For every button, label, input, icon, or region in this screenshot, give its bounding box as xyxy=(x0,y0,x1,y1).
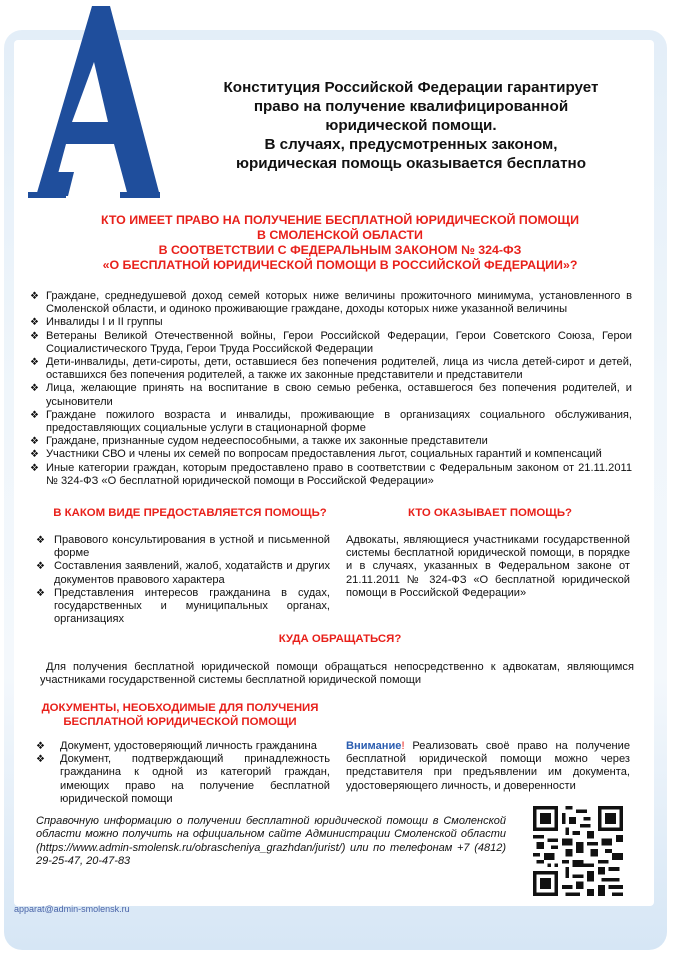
notice-text: Реализовать своё право на получение бесплатной юридической помощи можно через представителя при предъявлении им документа, удостоверяющего личность, и доверенности xyxy=(346,740,630,792)
diamond-bullet-icon: ❖ xyxy=(30,317,39,329)
list-item xyxy=(36,753,330,806)
title-line: ДОКУМЕНТЫ, НЕОБХОДИМЫЕ ДЛЯ ПОЛУЧЕНИЯ xyxy=(41,702,319,714)
diamond-bullet-icon: ❖ xyxy=(30,462,39,474)
list-item-text: Представления интересов гражданина в судах, государственных и муниципальных органах, организациях xyxy=(54,586,330,626)
list-item xyxy=(30,330,632,356)
diamond-bullet-icon: ❖ xyxy=(30,449,39,461)
list-item xyxy=(30,409,632,435)
header-line: юридической помощи. xyxy=(325,117,497,134)
notice-mark: ! xyxy=(401,740,405,752)
reference-info: Справочную информацию о получении бесплатной юридической помощи в Смоленской области можно получить на официальном сайте Администрации Смоленской области (https://www.admin-smolensk.ru/obrascheniya_grazhdan/jurist/) или по телефонам +7 (4812) 29-25-47, 20-47-83 xyxy=(36,815,506,867)
diamond-bullet-icon: ❖ xyxy=(30,383,39,395)
list-item xyxy=(30,356,632,382)
list-item-text: Лица, желающие принять на воспитание в свою семью ребенка, оставшегося без попечения родителей, и усыновители xyxy=(46,382,632,408)
list-item xyxy=(30,316,632,329)
diamond-bullet-icon: ❖ xyxy=(30,409,39,421)
list-item xyxy=(30,435,632,448)
list-item-text: Инвалиды I и II группы xyxy=(46,316,163,329)
list-item-text: Правового консультирования в устной и письменной форме xyxy=(54,534,330,560)
diamond-bullet-icon: ❖ xyxy=(30,291,39,302)
forms-title: В КАКОМ ВИДЕ ПРЕДОСТАВЛЯЕТСЯ ПОМОЩЬ? xyxy=(53,507,327,519)
list-item-text: Граждане пожилого возраста и инвалиды, проживающие в организациях социального обслуживания, предоставляющих социальные услуги в стационарной форме xyxy=(46,408,632,435)
list-item-text: Дети-инвалиды, дети-сироты, дети, оставшиеся без попечения родителей, лица из числа детей-сирот и детей, оставшихся без попечения родителей, а также их законные представители и представители xyxy=(46,356,632,382)
contact-email: apparat@admin-smolensk.ru xyxy=(14,904,130,914)
list-item-text: Иные категории граждан, которым предоставлено право в соответствии с Федеральным законом от 21.11.2011 № 324-ФЗ «О бесплатной юридической помощи в Российской Федерации» xyxy=(46,461,632,487)
list-item-text: Документ, подтверждающий принадлежность гражданина к одной из категорий граждан, имеющих право на получение бесплатной юридической помощи xyxy=(60,753,330,805)
letter-a-logo-icon xyxy=(10,4,160,204)
diamond-bullet-icon: ❖ xyxy=(36,754,45,766)
list-item xyxy=(36,534,330,560)
where-text: Для получения бесплатной юридической помощи обращаться непосредственно к адвокатам, являющимся участниками государственной системы бесплатной юридической помощи xyxy=(40,661,634,687)
constitution-header xyxy=(196,78,626,173)
list-item xyxy=(36,560,330,586)
providers-text: Адвокаты, являющиеся участниками государственной системы бесплатной юридической помощи, в порядке и в случаях, указанных в Федеральном законе от 21.11.2011 № 324-ФЗ «О бесплатной юридической помощи в Российской Федерации» xyxy=(346,534,630,599)
list-item xyxy=(36,587,330,627)
providers-title: КТО ОКАЗЫВАЕТ ПОМОЩЬ? xyxy=(407,507,572,519)
diamond-bullet-icon: ❖ xyxy=(30,436,39,448)
diamond-bullet-icon: ❖ xyxy=(36,741,45,752)
diamond-bullet-icon: ❖ xyxy=(36,561,45,573)
diamond-bullet-icon: ❖ xyxy=(36,587,45,599)
header-line: юридическая помощь оказывается бесплатно xyxy=(236,155,586,172)
list-item-text: Участники СВО и члены их семей по вопросам предоставления льгот, социальных гарантий и компенсаций xyxy=(46,448,602,461)
header-line: право на получение квалифицированной xyxy=(253,98,569,115)
title-line: В СООТВЕТСТВИИ С ФЕДЕРАЛЬНЫМ ЗАКОНОМ № 324-ФЗ xyxy=(158,243,522,257)
notice-label: Внимание xyxy=(346,740,402,752)
list-item xyxy=(30,290,632,316)
eligible-list xyxy=(30,290,632,488)
diamond-bullet-icon: ❖ xyxy=(30,330,39,342)
list-item xyxy=(30,462,632,488)
diamond-bullet-icon: ❖ xyxy=(30,357,39,369)
list-item xyxy=(30,382,632,408)
documents-title xyxy=(30,701,330,729)
list-item-text: Составления заявлений, жалоб, ходатайств и других документов правового характера xyxy=(54,560,330,586)
list-item xyxy=(36,740,330,753)
eligibility-title xyxy=(40,213,640,273)
title-line: КТО ИМЕЕТ ПРАВО НА ПОЛУЧЕНИЕ БЕСПЛАТНОЙ ЮРИДИЧЕСКОЙ ПОМОЩИ xyxy=(101,213,579,227)
forms-list xyxy=(36,534,330,626)
notice-block xyxy=(346,740,630,793)
list-item-text: Ветераны Великой Отечественной войны, Герои Российской Федерации, Герои Советского Союза, Герои Социалистического Труда, Герои Труда Российской Федерации xyxy=(46,329,632,355)
title-line: БЕСПЛАТНОЙ ЮРИДИЧЕСКОЙ ПОМОЩИ xyxy=(63,716,297,728)
title-line: «О БЕСПЛАТНОЙ ЮРИДИЧЕСКОЙ ПОМОЩИ В РОССИЙСКОЙ ФЕДЕРАЦИИ»? xyxy=(102,258,578,272)
qr-code-icon xyxy=(533,806,623,896)
list-item-text: Документ, удостоверяющий личность гражданина xyxy=(60,740,317,752)
diamond-bullet-icon: ❖ xyxy=(36,535,45,546)
header-line: Конституция Российской Федерации гарантирует xyxy=(223,79,599,96)
documents-list xyxy=(36,740,330,806)
title-line: В СМОЛЕНСКОЙ ОБЛАСТИ xyxy=(257,228,423,242)
list-item-text: Граждане, признанные судом недееспособными, а также их законные представители xyxy=(46,435,488,448)
list-item-text: Граждане, среднедушевой доход семей которых ниже величины прожиточного минимума, установленного в Смоленской области, и одиноко проживающие граждане, доходы которых ниже указанной величины xyxy=(46,290,632,316)
where-title: КУДА ОБРАЩАТЬСЯ? xyxy=(278,633,402,645)
list-item xyxy=(30,448,632,461)
header-line: В случаях, предусмотренных законом, xyxy=(264,136,558,153)
